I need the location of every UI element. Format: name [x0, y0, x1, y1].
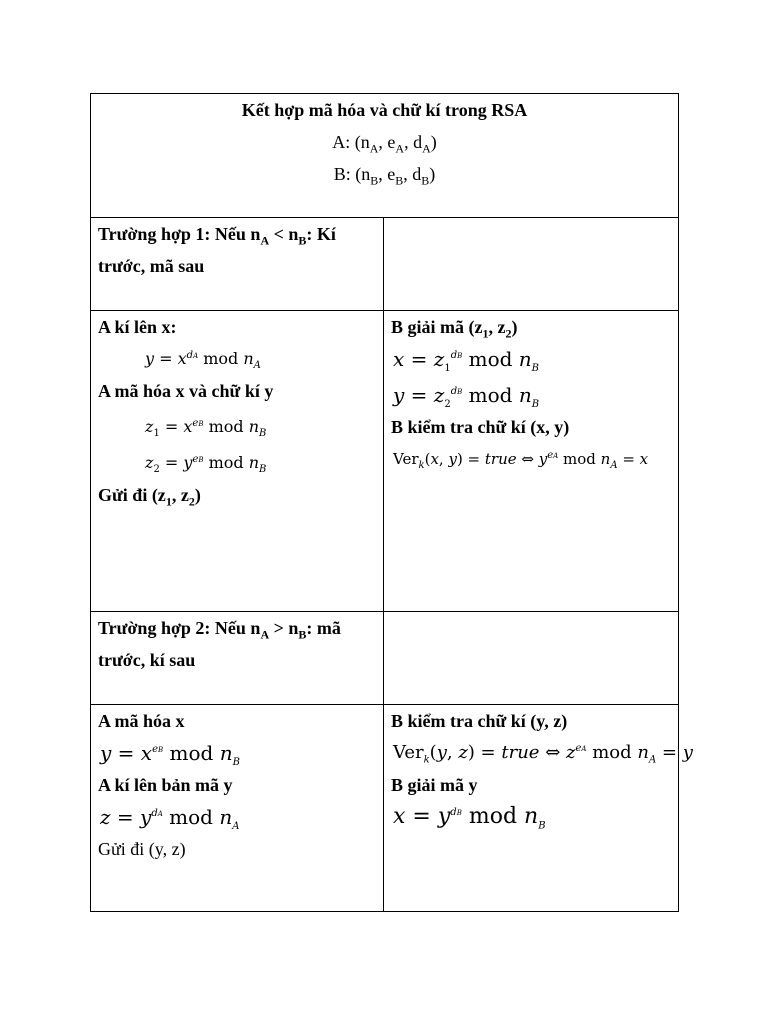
case2-right-formula2: $x = y^{dB}$ mod $n_B$ — [393, 804, 546, 832]
case1-heading-row — [91, 218, 679, 311]
header-row — [91, 94, 679, 218]
case1-body-row — [91, 311, 679, 612]
case1-right-step2: B kiểm tra chữ kí (x, y) — [391, 417, 570, 437]
case2-heading: Trường hợp 2: Nếu $n_A > n_B$: mã trước, kí sau — [91, 612, 384, 705]
header-cell — [91, 94, 679, 218]
case1-right-step1: B giải mã ($z_1$, $z_2$) — [391, 317, 518, 341]
case2-right-cell — [384, 705, 693, 912]
key-a-line: A: ($n_A$, $e_A$, $d_A$) — [332, 132, 437, 156]
case1-left-formula2: $z_1 = x^{eB}$ mod $n_B$ — [145, 417, 267, 440]
case2-left-step1: A mã hóa x — [98, 711, 185, 731]
case1-heading-empty — [384, 218, 679, 311]
case1-left-formula1: $y = x^{dA}$ mod $n_A$ — [145, 349, 261, 372]
case1-right-cell — [384, 311, 679, 612]
case2-left-formula2: $z = y^{dA}$ mod $n_A$ — [100, 805, 240, 832]
key-b-line: B: ($n_B$, $e_B$, $d_B$) — [333, 164, 436, 188]
case1-left-send: Gửi đi ($z_1$, $z_2$) — [98, 485, 201, 509]
case1-left-step2: A mã hóa x và chữ kí y — [98, 381, 274, 401]
case1-heading: Trường hợp 1: Nếu $n_A < n_B$: Kí trước, mã sau — [91, 218, 384, 311]
rsa-table — [90, 93, 693, 912]
case1-right-formula3: Ver$_k$(x, y) = true ⇔ $y^{eA}$ mod $n_A = x$ — [393, 450, 649, 471]
case2-left-cell — [91, 705, 384, 912]
case2-right-formula1: Ver$_k$(y, z) = true ⇔ $z^{eA}$ mod $n_A = y$ — [393, 742, 693, 766]
case2-left-send: Gửi đi (y, z) — [98, 839, 186, 859]
case2-body-row — [91, 705, 679, 912]
case1-right-formula1: $x = z_1^{dB}$ mod $n_B$ — [393, 347, 540, 374]
case2-left-formula1: $y = x^{eB}$ mod $n_B$ — [100, 741, 240, 768]
case1-left-step1: A kí lên x: — [98, 317, 177, 337]
case1-left-formula3: $z_2 = y^{eB}$ mod $n_B$ — [145, 453, 267, 476]
case2-left-step2: A kí lên bản mã y — [98, 775, 233, 795]
case2-right-step2: B giải mã y — [391, 775, 478, 795]
case1-right-formula2: $y = z_2^{dB}$ mod $n_B$ — [393, 383, 540, 410]
case2-right-step1: B kiểm tra chữ kí (y, z) — [391, 711, 568, 731]
doc-title: Kết hợp mã hóa và chữ kí trong RSA — [241, 100, 528, 120]
case1-left-cell — [91, 311, 384, 612]
case2-heading-empty — [384, 612, 679, 705]
case2-heading-row — [91, 612, 679, 705]
